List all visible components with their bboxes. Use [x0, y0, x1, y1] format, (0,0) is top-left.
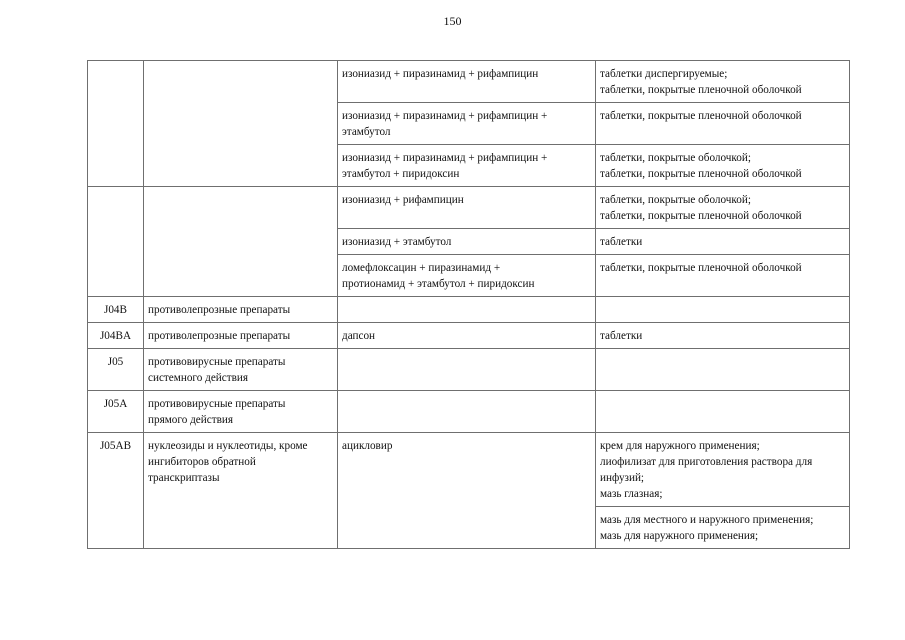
table-row	[88, 297, 850, 323]
table-row	[88, 391, 850, 433]
dosage-form: таблетки, покрытые пленочной оболочкой	[600, 168, 802, 180]
dosage-form-cell	[596, 145, 850, 187]
dosage-form: таблетки диспергируемые;	[600, 68, 728, 80]
dosage-form-cell	[596, 61, 850, 103]
atc-code: J04B	[103, 304, 127, 316]
dosage-form-cell	[596, 187, 850, 229]
group-cell	[144, 61, 338, 187]
group-cell	[144, 187, 338, 297]
drug-name: дапсон	[342, 330, 376, 342]
drug-cell	[338, 323, 596, 349]
atc-code-cell	[88, 297, 144, 323]
group-name: ингибиторов обратной	[148, 456, 256, 468]
dosage-form: лиофилизат для приготовления раствора для	[600, 456, 813, 468]
dosage-form: крем для наружного применения;	[600, 440, 760, 452]
group-cell	[144, 391, 338, 433]
table-row	[88, 433, 850, 507]
group-name: системного действия	[148, 372, 249, 384]
drug-name: изониазид + пиразинамид + рифампицин +	[342, 110, 548, 122]
drug-cell	[338, 145, 596, 187]
drug-name: изониазид + этамбутол	[342, 236, 452, 248]
group-name: противолепрозные препараты	[148, 304, 291, 316]
dosage-form: мазь для наружного применения;	[600, 530, 759, 542]
drug-name: изониазид + рифампицин	[342, 194, 464, 206]
dosage-form-cell	[596, 323, 850, 349]
group-name: противолепрозные препараты	[148, 330, 291, 342]
table-row	[88, 349, 850, 391]
drug-name: изониазид + пиразинамид + рифампицин	[342, 68, 539, 80]
group-cell	[144, 323, 338, 349]
dosage-form-cell	[596, 391, 850, 433]
group-cell	[144, 349, 338, 391]
dosage-form-cell	[596, 103, 850, 145]
dosage-form: таблетки	[600, 236, 643, 248]
drug-cell	[338, 391, 596, 433]
table-row	[88, 323, 850, 349]
dosage-form-cell	[596, 349, 850, 391]
atc-code: J05AB	[99, 440, 132, 452]
atc-code-cell	[88, 323, 144, 349]
group-name: транскриптазы	[148, 472, 220, 484]
drug-name: ацикловир	[342, 440, 393, 452]
atc-code-cell	[88, 349, 144, 391]
dosage-form-cell	[596, 433, 850, 507]
atc-code-cell	[88, 433, 144, 549]
drug-name: изониазид + пиразинамид + рифампицин +	[342, 152, 548, 164]
drug-name: протионамид + этамбутол + пиридоксин	[342, 278, 535, 290]
atc-code: J04BA	[99, 330, 132, 342]
atc-code-cell	[88, 391, 144, 433]
atc-code-cell	[88, 187, 144, 297]
group-name: противовирусные препараты	[148, 398, 286, 410]
drug-name: этамбутол	[342, 126, 391, 138]
atc-code: J05	[107, 356, 124, 368]
dosage-form: таблетки, покрытые пленочной оболочкой	[600, 262, 802, 274]
drug-cell	[338, 229, 596, 255]
dosage-form: инфузий;	[600, 472, 645, 484]
group-name: противовирусные препараты	[148, 356, 286, 368]
drug-name: ломефлоксацин + пиразинамид +	[342, 262, 501, 274]
dosage-form: мазь глазная;	[600, 488, 663, 500]
drug-cell	[338, 187, 596, 229]
dosage-form: таблетки, покрытые пленочной оболочкой	[600, 84, 802, 96]
dosage-form: таблетки, покрытые оболочкой;	[600, 152, 751, 164]
dosage-form: таблетки, покрытые пленочной оболочкой	[600, 210, 802, 222]
group-name: нуклеозиды и нуклеотиды, кроме	[148, 440, 308, 452]
page-number: 150	[443, 14, 462, 28]
drug-cell	[338, 297, 596, 323]
group-cell	[144, 297, 338, 323]
drug-cell	[338, 349, 596, 391]
dosage-form: таблетки	[600, 330, 643, 342]
dosage-form: мазь для местного и наружного применения;	[600, 514, 814, 526]
table-row	[88, 61, 850, 103]
table-row	[88, 187, 850, 229]
dosage-form-cell	[596, 297, 850, 323]
dosage-form-cell	[596, 229, 850, 255]
drug-cell	[338, 103, 596, 145]
drug-cell	[338, 433, 596, 549]
medication-table	[87, 60, 850, 549]
dosage-form: таблетки, покрытые оболочкой;	[600, 194, 751, 206]
drug-name: этамбутол + пиридоксин	[342, 168, 460, 180]
drug-cell	[338, 61, 596, 103]
atc-code: J05A	[103, 398, 128, 410]
dosage-form-cell	[596, 255, 850, 297]
atc-code-cell	[88, 61, 144, 187]
group-cell	[144, 433, 338, 549]
group-name: прямого действия	[148, 414, 234, 426]
drug-cell	[338, 255, 596, 297]
dosage-form: таблетки, покрытые пленочной оболочкой	[600, 110, 802, 122]
dosage-form-cell	[596, 507, 850, 549]
